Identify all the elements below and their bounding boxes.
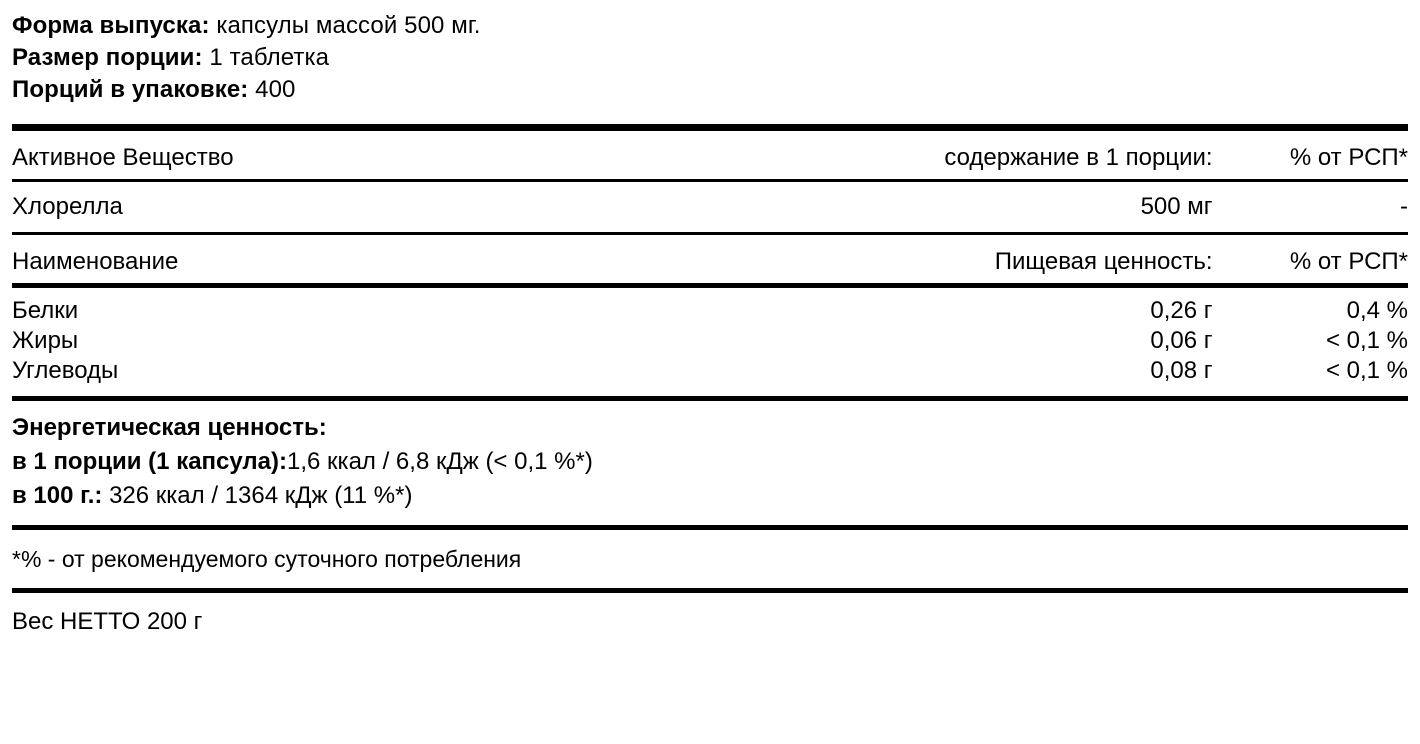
servings-value: 400 [255, 76, 296, 103]
active-ingredient-rows [12, 192, 1408, 222]
energy-per-100g [12, 479, 1408, 513]
energy-title-text: Энергетическая ценность: [12, 414, 327, 441]
active-table-header-row [12, 143, 1408, 173]
active-header-name: Активное Вещество [12, 144, 234, 171]
active-header-amount: содержание в 1 порции: [944, 144, 1213, 171]
form-label: Форма выпуска: [12, 12, 210, 39]
nutrition-header-amount: Пищевая ценность: [994, 248, 1213, 275]
energy-title [12, 411, 1408, 445]
serving-size-value: 1 таблетка [209, 44, 330, 71]
divider-top [12, 124, 1408, 131]
servings-label: Порций в упаковке: [12, 76, 249, 103]
footnote-text: *% - от рекомендуемого суточного потребления [12, 546, 522, 572]
energy-per-100g-label: в 100 г.: [12, 482, 103, 509]
energy-per-serving [12, 445, 1408, 479]
nutrition-rows [12, 296, 1408, 386]
nutrition-row-name: Белки [12, 297, 79, 324]
active-row-name: Хлорелла [12, 193, 123, 220]
energy-per-serving-value: 1,6 ккал / 6,8 кДж (< 0,1 %*) [287, 448, 593, 475]
intro-line-form [12, 10, 1408, 42]
energy-block [12, 411, 1408, 513]
table-row [12, 296, 1408, 326]
active-header-percent: % от РСП* [1289, 144, 1408, 171]
serving-size-label: Размер порции: [12, 44, 203, 71]
nutrition-row-name: Углеводы [12, 357, 119, 384]
nutrition-row-amount: 0,06 г [1150, 327, 1213, 354]
intro-block [12, 10, 1408, 106]
active-ingredient-table [12, 143, 1408, 173]
energy-per-serving-label: в 1 порции (1 капсула): [12, 448, 288, 475]
form-value: капсулы массой 500 мг. [216, 12, 481, 39]
nutrition-row-percent: < 0,1 % [1325, 327, 1408, 354]
nutrition-row-name: Жиры [12, 327, 79, 354]
nutrition-header-percent: % от РСП* [1289, 248, 1408, 275]
intro-line-servings-per-container [12, 74, 1408, 106]
energy-per-100g-value: 326 ккал / 1364 кДж (11 %*) [109, 482, 413, 509]
nutrition-header-name: Наименование [12, 248, 179, 275]
table-row [12, 356, 1408, 386]
nutrition-table-header-row [12, 247, 1408, 277]
table-row [12, 326, 1408, 356]
table-row [12, 192, 1408, 222]
active-row-amount: 500 мг [1140, 193, 1213, 220]
nutrition-row-percent: 0,4 % [1346, 297, 1408, 324]
nutrition-row-amount: 0,08 г [1150, 357, 1213, 384]
nutrition-row-amount: 0,26 г [1150, 297, 1213, 324]
nutrition-table [12, 247, 1408, 277]
nutrition-row-percent: < 0,1 % [1325, 357, 1408, 384]
intro-line-serving-size [12, 42, 1408, 74]
net-weight-text: Вес НЕТТО 200 г [12, 608, 203, 635]
active-row-percent: - [1400, 193, 1408, 220]
